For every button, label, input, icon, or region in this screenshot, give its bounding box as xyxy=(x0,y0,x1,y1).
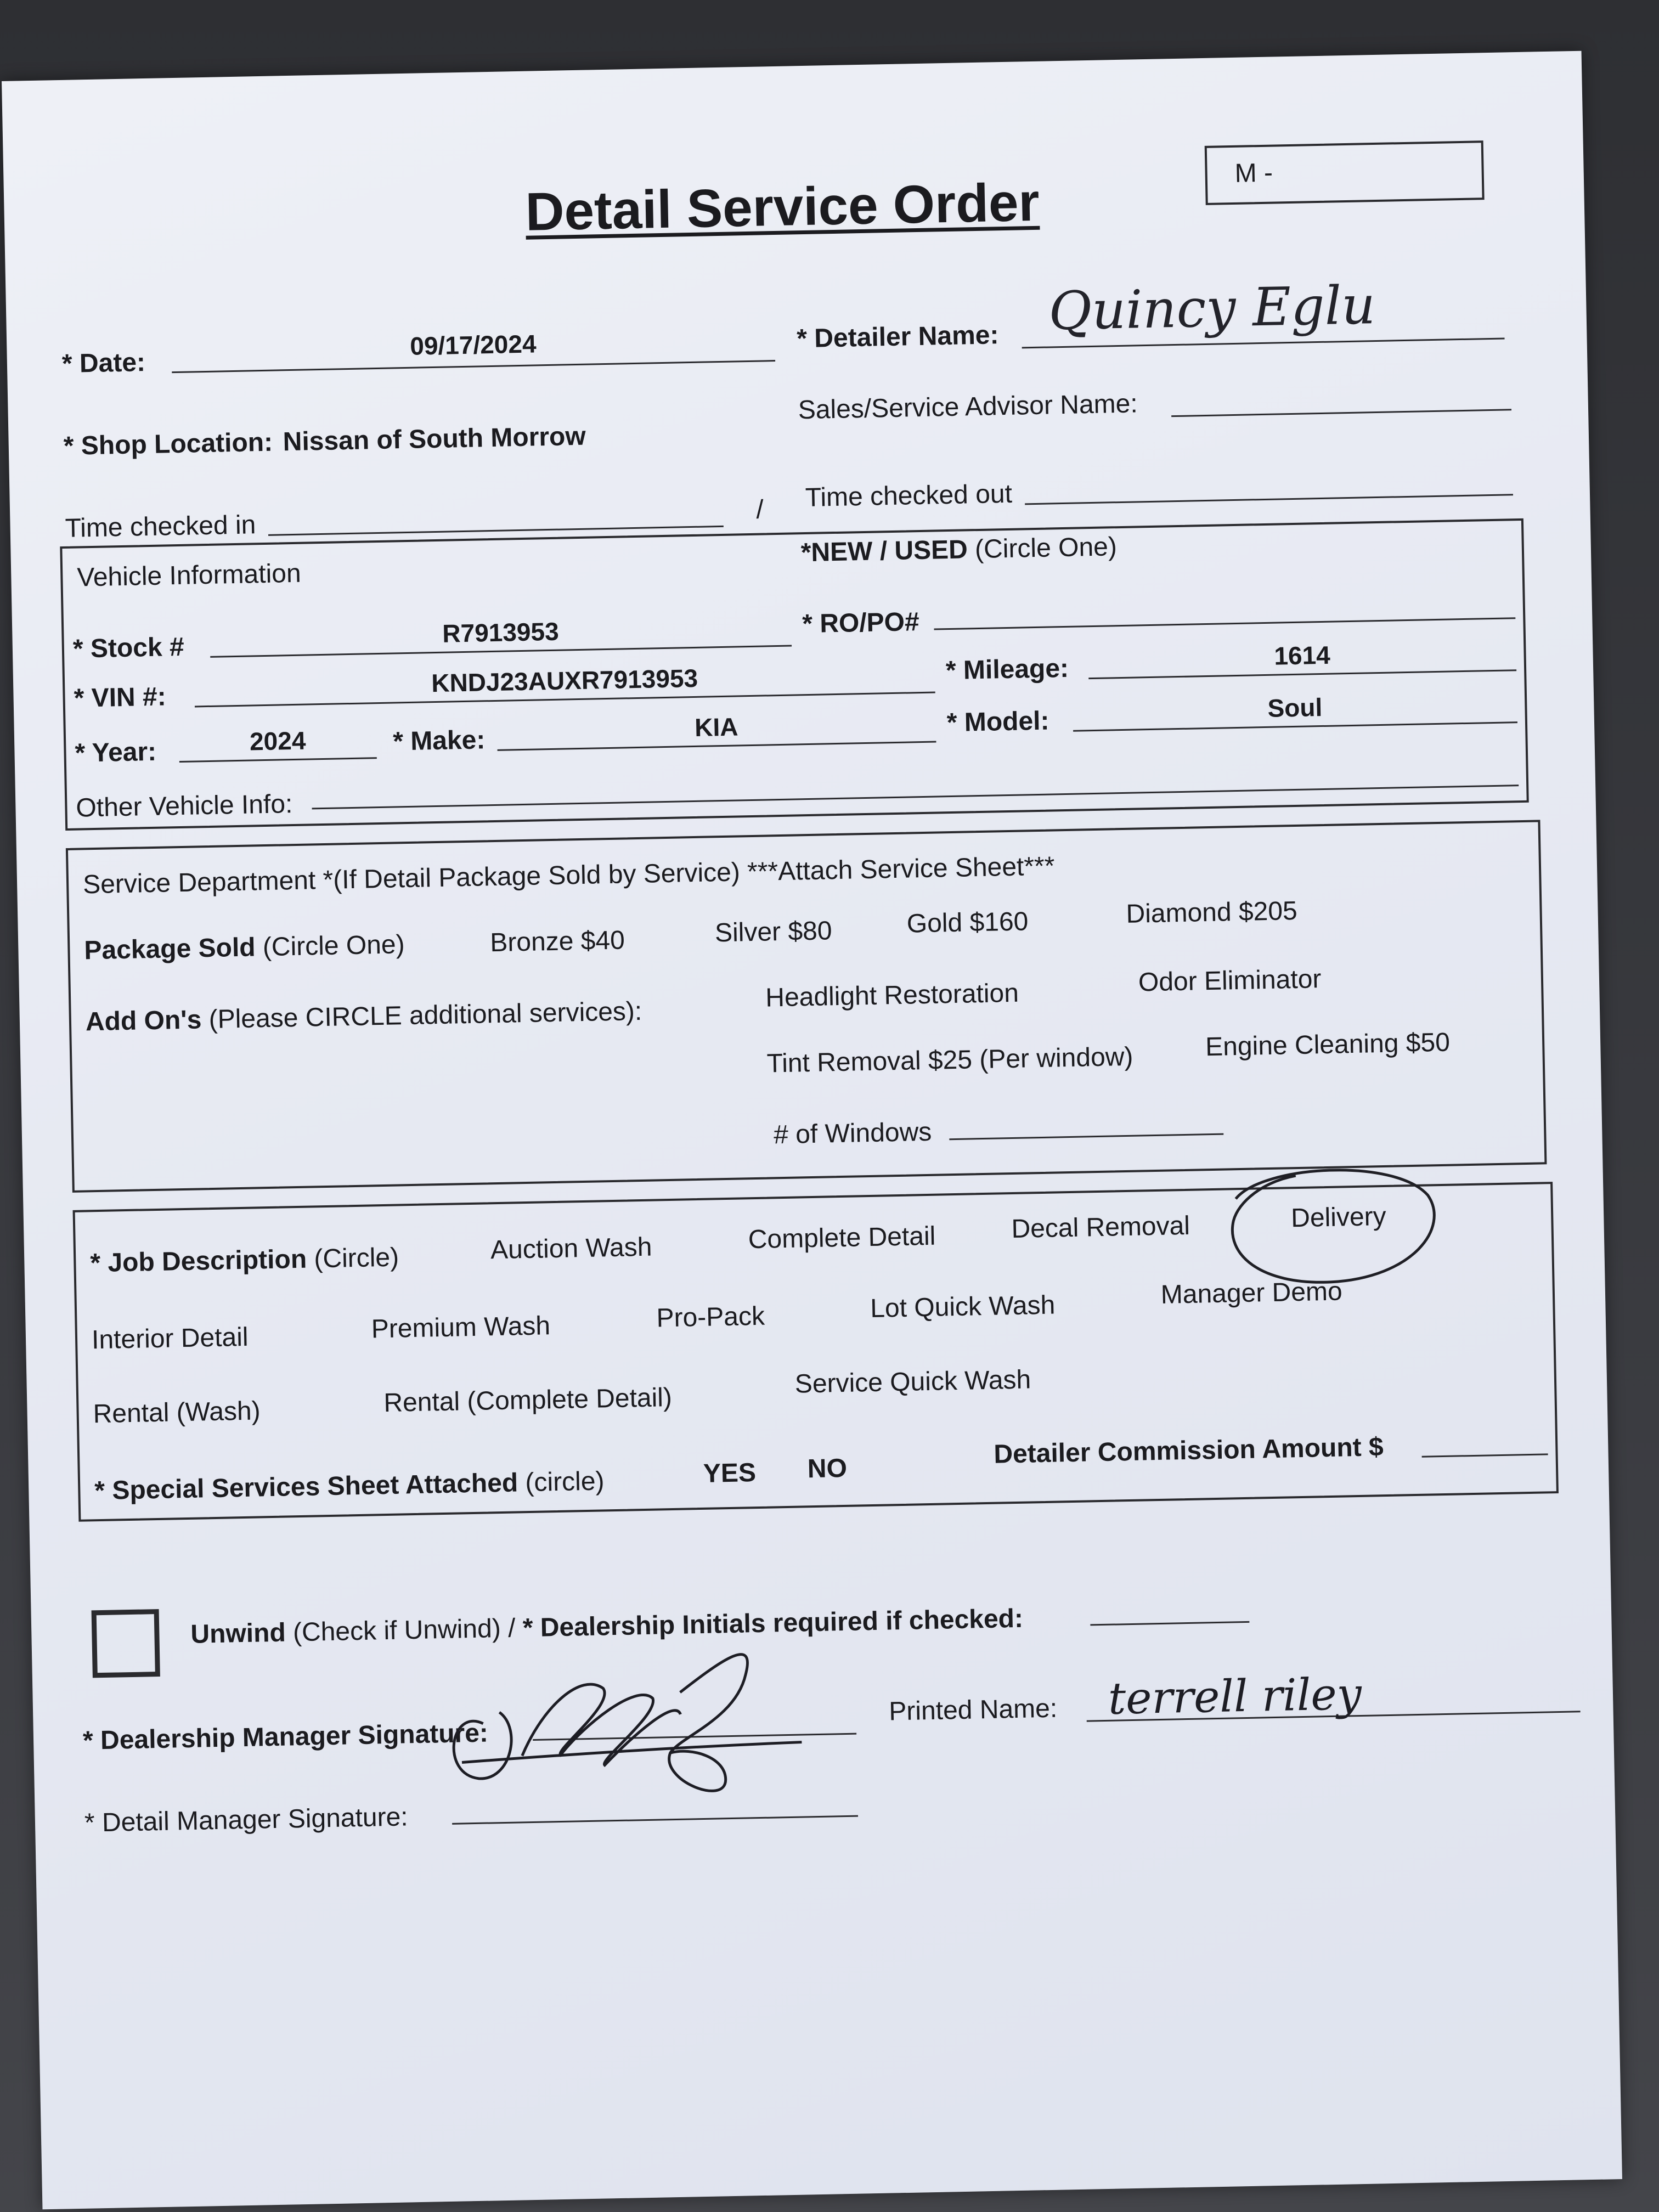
dealership-initials-label: * Dealership Initials required if checked: xyxy=(522,1604,1024,1643)
detailer-name-label: * Detailer Name: xyxy=(796,320,999,354)
advisor-name-label: Sales/Service Advisor Name: xyxy=(798,389,1138,425)
job-rental-wash[interactable]: Rental (Wash) xyxy=(93,1396,261,1429)
printed-name-label: Printed Name: xyxy=(888,1694,1058,1726)
package-option-silver[interactable]: Silver $80 xyxy=(714,916,832,948)
other-vehicle-info-label: Other Vehicle Info: xyxy=(75,789,293,823)
vin-label: * VIN #: xyxy=(74,682,167,713)
package-sold-label xyxy=(84,929,405,966)
add-ons-title: Add On's xyxy=(85,1005,202,1037)
addon-tint-removal[interactable]: Tint Removal $25 (Per window) xyxy=(766,1042,1133,1079)
model-value[interactable]: Soul xyxy=(1267,693,1323,723)
new-used-selector[interactable] xyxy=(800,532,1117,568)
year-label: * Year: xyxy=(75,737,157,768)
service-department-header: Service Department *(If Detail Package Sold by Service) ***Attach Service Sheet*** xyxy=(82,851,1055,900)
add-ons-hint: (Please CIRCLE additional services): xyxy=(208,996,642,1035)
vin-value[interactable]: KNDJ23AUXR7913953 xyxy=(431,663,698,698)
unwind-title: Unwind xyxy=(190,1618,286,1649)
m-number-label: M - xyxy=(1234,158,1273,188)
addon-engine-cleaning[interactable]: Engine Cleaning $50 xyxy=(1205,1028,1451,1062)
package-sold-title: Package Sold xyxy=(83,933,256,966)
vehicle-info-label: Vehicle Information xyxy=(76,558,302,592)
package-sold-hint: (Circle One) xyxy=(262,930,405,962)
windows-count-label: # of Windows xyxy=(773,1117,932,1150)
commission-amount-label: Detailer Commission Amount $ xyxy=(993,1432,1384,1469)
mileage-label: * Mileage: xyxy=(945,653,1069,686)
time-in-line[interactable] xyxy=(268,526,724,536)
job-interior-detail[interactable]: Interior Detail xyxy=(91,1322,249,1355)
special-services-no[interactable]: NO xyxy=(807,1453,848,1484)
manager-signature-scribble xyxy=(415,1624,814,1840)
job-auction-wash[interactable]: Auction Wash xyxy=(490,1232,652,1265)
detail-manager-signature-label: * Detail Manager Signature: xyxy=(84,1802,409,1838)
time-separator: / xyxy=(755,495,764,524)
make-value[interactable]: KIA xyxy=(694,712,738,742)
job-complete-detail[interactable]: Complete Detail xyxy=(748,1221,936,1255)
unwind-checkbox[interactable] xyxy=(92,1609,160,1678)
package-option-bronze[interactable]: Bronze $40 xyxy=(489,926,625,958)
m-number-box xyxy=(1205,140,1485,205)
service-order-sheet xyxy=(2,51,1622,2210)
job-lot-quick-wash[interactable]: Lot Quick Wash xyxy=(870,1290,1056,1324)
manager-signature-label: * Dealership Manager Signature: xyxy=(82,1718,489,1756)
new-used-label: *NEW / USED xyxy=(800,535,968,568)
stock-label: * Stock # xyxy=(72,632,185,664)
job-manager-demo[interactable]: Manager Demo xyxy=(1160,1277,1343,1310)
job-decal-removal[interactable]: Decal Removal xyxy=(1011,1211,1190,1244)
job-premium-wash[interactable]: Premium Wash xyxy=(371,1311,551,1344)
unwind-hint: (Check if Unwind) / xyxy=(292,1613,516,1647)
time-out-label: Time checked out xyxy=(805,479,1013,513)
special-services-title: * Special Services Sheet Attached xyxy=(94,1468,518,1506)
shop-location-value: Nissan of South Morrow xyxy=(283,421,586,457)
job-rental-complete-detail[interactable]: Rental (Complete Detail) xyxy=(383,1383,673,1418)
job-description-hint: (Circle) xyxy=(313,1243,399,1274)
time-in-label: Time checked in xyxy=(65,510,256,543)
job-pro-pack[interactable]: Pro-Pack xyxy=(656,1301,765,1333)
special-services-yes[interactable]: YES xyxy=(703,1458,757,1488)
package-option-gold[interactable]: Gold $160 xyxy=(906,907,1029,939)
ro-po-label: * RO/PO# xyxy=(802,607,920,639)
package-option-diamond[interactable]: Diamond $205 xyxy=(1126,896,1298,929)
delivery-circle-mark xyxy=(1213,1156,1446,1293)
detailer-name-handwriting[interactable]: Quincy Eglu xyxy=(1048,274,1376,342)
addon-odor-eliminator[interactable]: Odor Eliminator xyxy=(1138,964,1322,997)
shop-location-label: * Shop Location: xyxy=(63,427,273,461)
stock-value[interactable]: R7913953 xyxy=(442,617,560,648)
mileage-value[interactable]: 1614 xyxy=(1273,640,1331,670)
dealership-initials-line[interactable] xyxy=(1090,1621,1249,1626)
year-value[interactable]: 2024 xyxy=(249,726,306,756)
time-out-line[interactable] xyxy=(1025,494,1513,505)
job-delivery[interactable]: Delivery xyxy=(1290,1201,1387,1233)
new-used-hint: (Circle One) xyxy=(974,532,1118,565)
special-services-hint: (circle) xyxy=(524,1466,605,1498)
job-description-label xyxy=(90,1243,399,1279)
model-label: * Model: xyxy=(946,706,1049,738)
form-title: Detail Service Order xyxy=(524,171,1040,242)
addon-headlight-restoration[interactable]: Headlight Restoration xyxy=(765,978,1019,1013)
job-service-quick-wash[interactable]: Service Quick Wash xyxy=(794,1365,1031,1399)
make-label: * Make: xyxy=(392,725,486,757)
date-value[interactable]: 09/17/2024 xyxy=(409,329,537,360)
job-description-title: * Job Description xyxy=(89,1244,307,1278)
printed-name-handwriting[interactable]: terrell riley xyxy=(1108,1668,1362,1724)
date-label: * Date: xyxy=(61,348,146,379)
advisor-name-line[interactable] xyxy=(1171,409,1511,417)
